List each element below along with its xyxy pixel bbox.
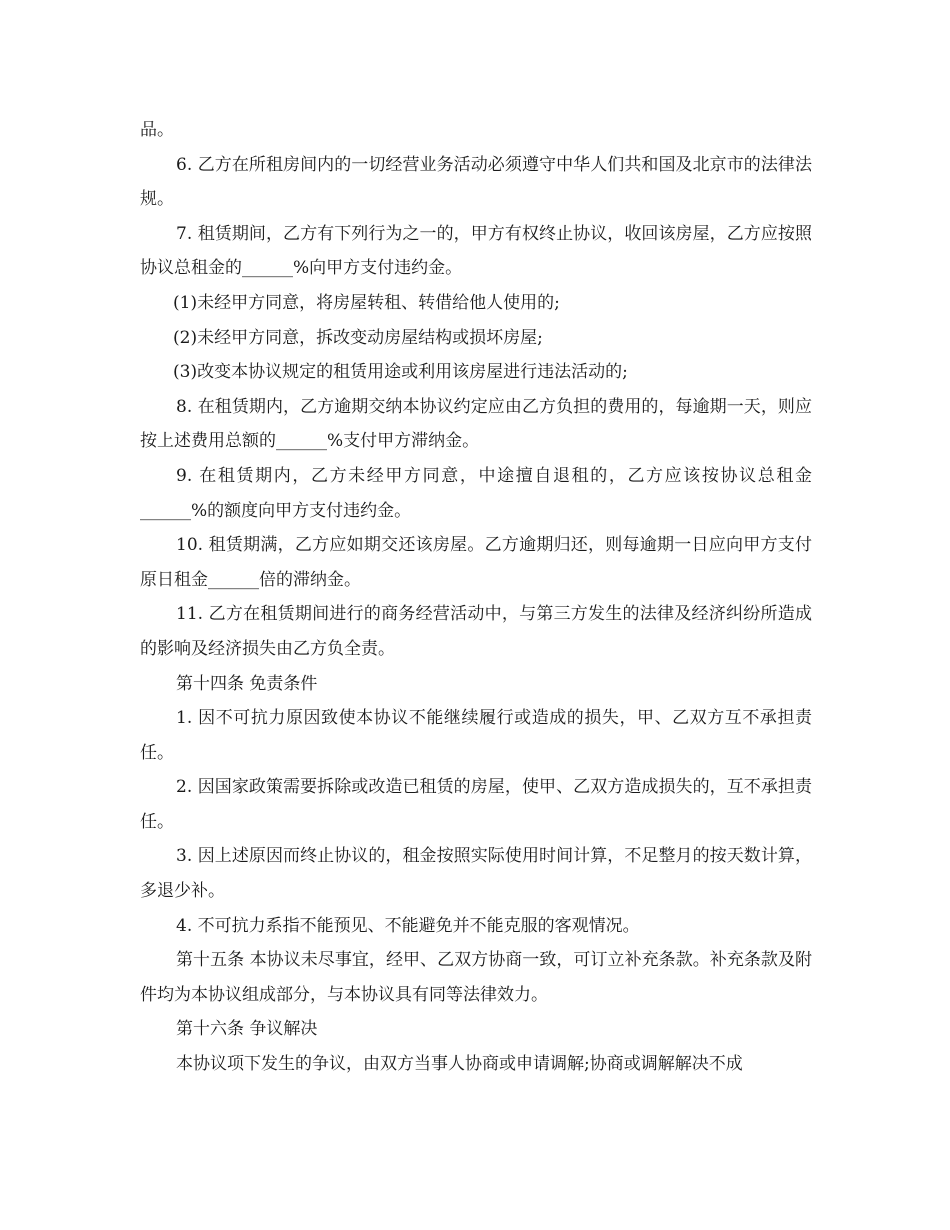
article-14-item-1: 1. 因不可抗力原因致使本协议不能继续履行或造成的损失，甲、乙双方互不承担责任。	[140, 708, 812, 763]
article-15: 第十五条 本协议未尽事宜，经甲、乙双方协商一致，可订立补充条款。补充条款及附件均为本协议组成部分，与本协议具有同等法律效力。	[140, 950, 812, 1005]
clause-10: 10. 租赁期满，乙方应如期交还该房屋。乙方逾期归还，则每逾期一日应向甲方支付原日租金______倍的滞纳金。	[140, 535, 812, 590]
article-14-item-4: 4. 不可抗力系指不能预见、不能避免并不能克服的客观情况。	[176, 915, 640, 936]
article-14-item-3: 3. 因上述原因而终止协议的，租金按照实际使用时间计算，不足整月的按天数计算，多退少补。	[140, 846, 812, 902]
document-page	[140, 113, 812, 1082]
clause-7: 7. 租赁期间，乙方有下列行为之一的，甲方有权终止协议，收回该房屋，乙方应按照协议总租金的______%向甲方支付违约金。	[140, 223, 812, 279]
paragraph-continuation: 品。	[140, 120, 174, 140]
article-16-body: 本协议项下发生的争议，由双方当事人协商或申请调解;协商或调解解决不成	[176, 1054, 743, 1075]
article-14-heading: 第十四条 免责条件	[176, 673, 318, 694]
clause-9: 9. 在租赁期内，乙方未经甲方同意，中途擅自退租的，乙方应该按协议总租金______%的额度向甲方支付违约金。	[140, 465, 812, 521]
clause-7-item-1: (1)未经甲方同意，将房屋转租、转借给他人使用的;	[173, 292, 560, 313]
clause-7-item-2: (2)未经甲方同意，拆改变动房屋结构或损坏房屋;	[173, 327, 543, 348]
article-14-item-2: 2. 因国家政策需要拆除或改造已租赁的房屋，使甲、乙双方造成损失的，互不承担责任。	[140, 777, 812, 832]
clause-6: 6. 乙方在所租房间内的一切经营业务活动必须遵守中华人们共和国及北京市的法律法规。	[140, 154, 812, 210]
clause-7-item-3: (3)改变本协议规定的租赁用途或利用该房屋进行违法活动的;	[173, 362, 628, 383]
article-16-heading: 第十六条 争议解决	[176, 1019, 318, 1040]
clause-11: 11. 乙方在租赁期间进行的商务经营活动中，与第三方发生的法律及经济纠纷所造成的影响及经济损失由乙方负全责。	[140, 604, 812, 659]
clause-8: 8. 在租赁期内，乙方逾期交纳本协议约定应由乙方负担的费用的，每逾期一天，则应按上述费用总额的______%支付甲方滞纳金。	[140, 396, 812, 452]
